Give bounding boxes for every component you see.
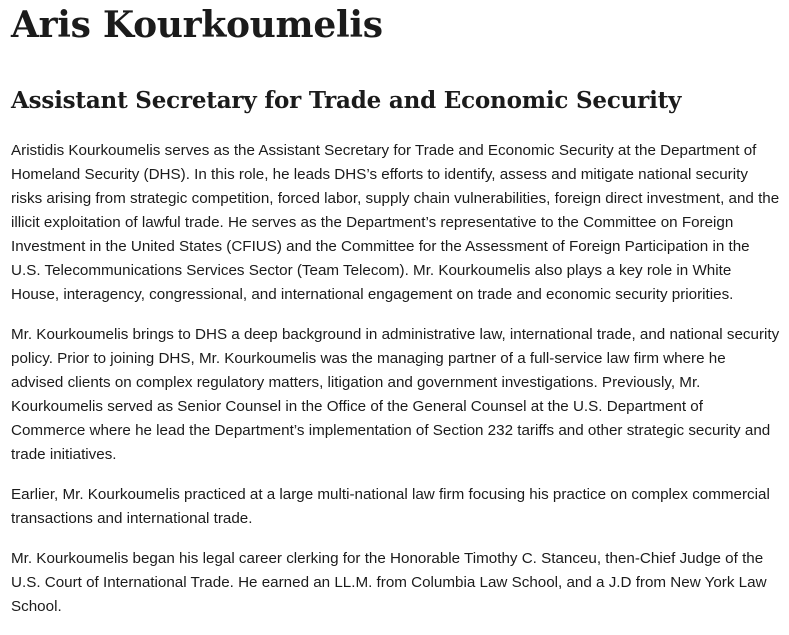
- biography-page: [11, 0, 781, 635]
- bio-paragraph: Mr. Kourkoumelis began his legal career clerking for the Honorable Timothy C. Stanceu, then-Chief Judge of the U.S. Court of International Trade. He earned an LL.M. from Columbia Law School, and a J.D from New York Law School.: [11, 550, 767, 615]
- bio-paragraph: Earlier, Mr. Kourkoumelis practiced at a large multi-national law firm focusing his practice on complex commercial transactions and international trade.: [11, 486, 770, 527]
- biography-body: [11, 139, 781, 619]
- position-title: Assistant Secretary for Trade and Economic Security: [11, 87, 682, 114]
- bio-paragraph: Mr. Kourkoumelis brings to DHS a deep background in administrative law, international trade, and national security policy. Prior to joining DHS, Mr. Kourkoumelis was the managing partner of a full-service law firm where he advised clients on complex regulatory matters, litigation and government investigations. Previously, Mr. Kourkoumelis served as Senior Counsel in the Office of the General Counsel at the U.S. Department of Commerce where he lead the Department’s implementation of Section 232 tariffs and other strategic security and trade initiatives.: [11, 326, 780, 463]
- person-name: Aris Kourkoumelis: [11, 4, 383, 46]
- bio-paragraph: Aristidis Kourkoumelis serves as the Assistant Secretary for Trade and Economic Security at the Department of Homeland Security (DHS). In this role, he leads DHS’s efforts to identify, assess and mitigate national security risks arising from strategic competition, forced labor, supply chain vulnerabilities, foreign direct investment, and the illicit exploitation of lawful trade. He serves as the Department’s representative to the Committee on Foreign Investment in the United States (CFIUS) and the Committee for the Assessment of Foreign Participation in the U.S. Telecommunications Services Sector (Team Telecom). Mr. Kourkoumelis also plays a key role in White House, interagency, congressional, and international engagement on trade and economic security priorities.: [11, 142, 780, 303]
